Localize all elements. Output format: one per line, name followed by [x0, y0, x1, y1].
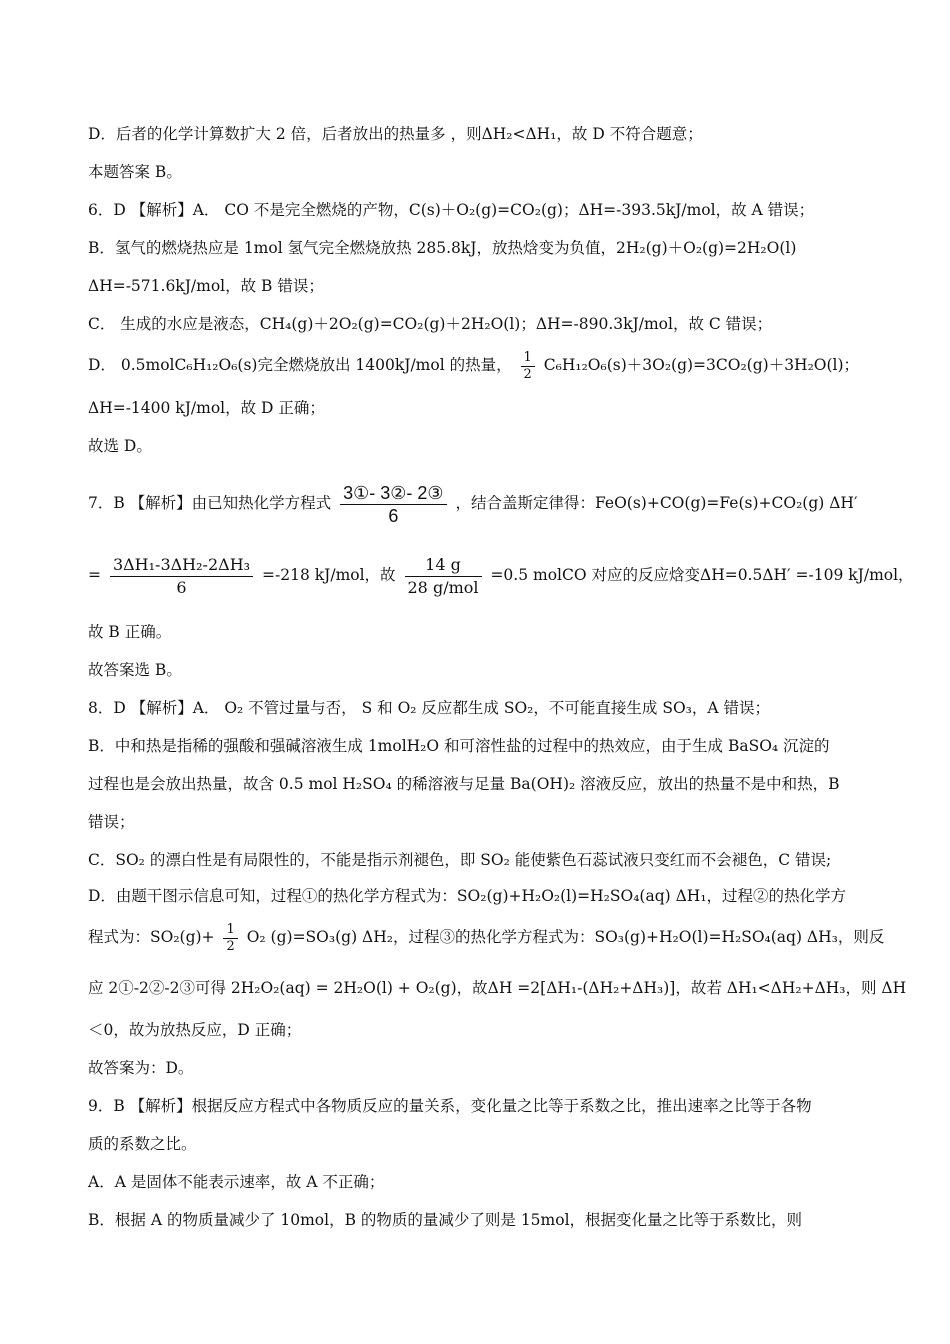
- text-line: [88, 548, 914, 602]
- fraction-half: [223, 922, 237, 955]
- text-segment: =0.5 mol: [490, 566, 562, 584]
- text-line: B．中和热是指稀的强酸和强碱溶液生成 1molH₂O 和可溶性盐的过程中的热效应，由于生成 BaSO₄ 沉淀的: [88, 737, 830, 755]
- text-line: C． 生成的水应是液态，CH₄(g)＋2O₂(g)=CO₂(g)＋2H₂O(l)；ΔH=-890.3kJ/mol，故 C 错误；: [88, 315, 773, 333]
- text-line: 过程也是会放出热量，故含 0.5 mol H₂SO₄ 的稀溶液与足量 Ba(OH)₂ 溶液反应，放出的热量不是中和热，B: [88, 775, 840, 793]
- fraction-denominator: 2: [226, 938, 235, 954]
- text-segment: 程式为：SO₂(g)+: [88, 928, 215, 946]
- text-line: B．氢气的燃烧热应是 1mol 氢气完全燃烧放热 285.8kJ，放热焓变为负值，2H₂(g)＋O₂(g)=2H₂O(l): [88, 239, 797, 257]
- text-line: 质的系数之比。: [88, 1135, 197, 1153]
- text-line: 本题答案 B。: [88, 163, 182, 181]
- text-line: 故答案为：D。: [88, 1059, 194, 1077]
- fraction-delta-h: [110, 554, 253, 599]
- text-line: 故答案选 B。: [88, 661, 182, 679]
- fraction-mol: [405, 554, 482, 599]
- fraction-numerator: 3ΔH₁-3ΔH₂-2ΔH₃: [110, 554, 253, 577]
- fraction-half: [521, 350, 535, 383]
- text-line: ＜0，故为放热反应，D 正确；: [88, 1021, 302, 1039]
- text-line: A．A 是固体不能表示速率，故 A 不正确；: [88, 1173, 385, 1191]
- fraction-numerator: 3①- 3②- 2③: [340, 482, 446, 505]
- text-line: 8．D 【解析】A． O₂ 不管过量与否， S 和 O₂ 反应都生成 SO₂，不可能直接生成 SO₃，A 错误；: [88, 699, 770, 717]
- fraction-denominator: 2: [523, 366, 532, 382]
- text-segment: =: [88, 566, 101, 584]
- text-line: [88, 915, 910, 959]
- text-segment: D． 0.5molC₆H₁₂O₆(s)完全燃烧放出 1400kJ/mol 的热量，: [88, 356, 512, 374]
- text-line: 9．B 【解析】根据反应方程式中各物质反应的量关系，变化量之比等于系数之比，推出速率之比等于各物: [88, 1097, 812, 1115]
- text-line: D．由题干图示信息可知，过程①的热化学方程式为：SO₂(g)+H₂O₂(l)=H₂SO₄(aq) ΔH₁，过程②的热化学方: [88, 887, 847, 905]
- text-line: 6．D 【解析】A． CO 不是完全燃烧的产物，C(s)＋O₂(g)=CO₂(g)；ΔH=-393.5kJ/mol，故 A 错误；: [88, 201, 815, 219]
- text-line: [88, 478, 910, 528]
- text-segment: =-218 kJ/mol，故: [262, 566, 396, 584]
- text-line: B．根据 A 的物质量减少了 10mol，B 的物质的量减少了则是 15mol，根据变化量之比等于系数比，则: [88, 1211, 803, 1229]
- text-line: [88, 343, 910, 387]
- text-line: 应 2①-2②-2③可得 2H₂O₂(aq) = 2H₂O(l) + O₂(g)，故ΔH =2[ΔH₁-(ΔH₂+ΔH₃)]，故若 ΔH₁<ΔH₂+ΔH₃，则 ΔH: [88, 979, 907, 997]
- text-line: C．SO₂ 的漂白性是有局限性的，不能是指示剂褪色，即 SO₂ 能使紫色石蕊试液只变红而不会褪色，C 错误;: [88, 851, 832, 869]
- text-line: 故选 D。: [88, 437, 152, 455]
- text-line: ΔH=-1400 kJ/mol，故 D 正确；: [88, 399, 325, 417]
- text-segment: C₆H₁₂O₆(s)＋3O₂(g)=3CO₂(g)＋3H₂O(l)；: [543, 356, 860, 374]
- text-line: ΔH=-571.6kJ/mol，故 B 错误；: [88, 277, 324, 295]
- text-segment: O₂ (g)=SO₃(g) ΔH₂，过程③的热化学方程式为：SO₃(g)+H₂O(l)=H₂SO₄(aq) ΔH₃，则反: [246, 928, 885, 946]
- text-line: 故 B 正确。: [88, 623, 172, 641]
- fraction-numerator: 1: [223, 922, 237, 939]
- text-line: D．后者的化学计算数扩大 2 倍，后者放出的热量多 ，则ΔH₂<ΔH₁，故 D 不符合题意；: [88, 125, 703, 143]
- fraction-denominator: 6: [176, 577, 187, 597]
- text-segment: ，结合盖斯定律得：FeO(s)+CO(g)=Fe(s)+CO₂(g) ΔH′: [455, 494, 858, 512]
- text-line: 错误；: [88, 813, 135, 831]
- fraction-denominator: 28 g/mol: [407, 577, 479, 597]
- fraction-hess: [340, 482, 446, 527]
- fraction-numerator: 1: [521, 350, 535, 367]
- fraction-numerator: 14 g: [405, 554, 482, 577]
- fraction-denominator: 6: [388, 505, 399, 526]
- text-segment: CO 对应的反应焓变ΔH=0.5ΔH′ =-109 kJ/mol，: [562, 566, 914, 584]
- text-segment: 7．B 【解析】由已知热化学方程式: [88, 494, 332, 512]
